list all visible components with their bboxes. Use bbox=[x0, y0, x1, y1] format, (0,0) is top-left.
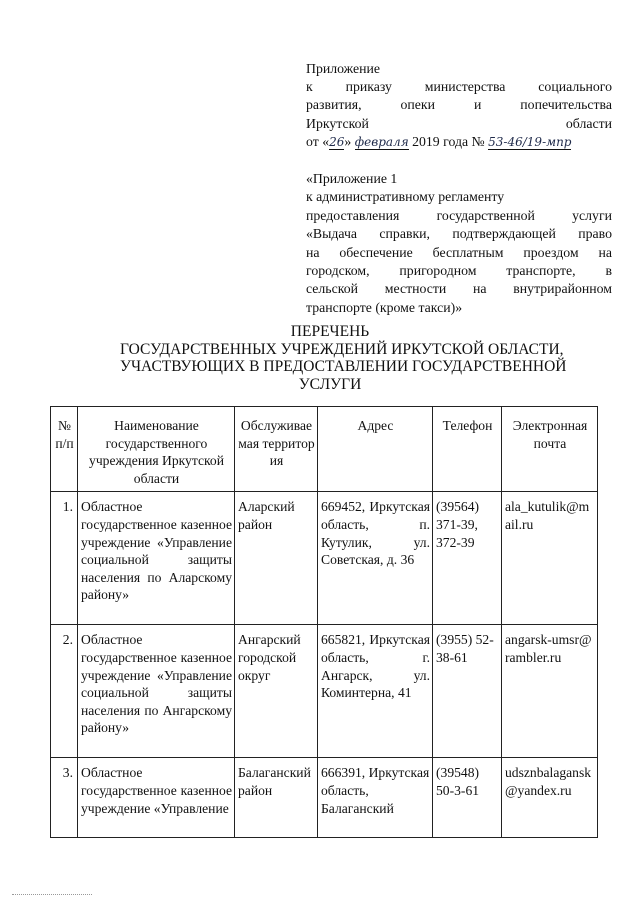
header-num: № п/п bbox=[51, 407, 78, 492]
institution-phone: (39548) 50-3-61 bbox=[433, 758, 502, 838]
table-row bbox=[51, 758, 598, 838]
header-email: Электронная почта bbox=[502, 407, 598, 492]
appendix-label: Приложение bbox=[306, 61, 381, 76]
date-month: февраля bbox=[354, 134, 409, 149]
date-day: 26 bbox=[329, 134, 345, 149]
order-ref-line-1: к приказу министерства социального bbox=[306, 79, 612, 95]
row-number: 1. bbox=[51, 492, 78, 625]
annex-line-7: сельской местности на внутрирайонном bbox=[306, 281, 612, 297]
region-word: Иркутской bbox=[306, 115, 369, 131]
title-line-1: ПЕРЕЧЕНЬ bbox=[290, 323, 370, 340]
institution-phone: (39564) 371-39, 372-39 bbox=[433, 492, 502, 625]
institution-name: Областное государственное казенное учреждение «Управление bbox=[78, 758, 235, 838]
title-line-3: УЧАСТВУЮЩИХ В ПРЕДОСТАВЛЕНИИ ГОСУДАРСТВЕННОЙ bbox=[120, 358, 567, 375]
served-territory: Балаганский район bbox=[235, 758, 318, 838]
table-header-row bbox=[51, 407, 598, 492]
institution-phone: (3955) 52-38-61 bbox=[433, 625, 502, 758]
annex-line-6: городском, пригородном транспорте, в bbox=[306, 263, 612, 279]
annex-line-5: на обеспечение бесплатным проездом на bbox=[306, 244, 612, 260]
served-territory: Аларский район bbox=[235, 492, 318, 625]
row-number: 2. bbox=[51, 625, 78, 758]
served-territory: Ангарский городской округ bbox=[235, 625, 318, 758]
annex-line-2: к административному регламенту bbox=[306, 189, 505, 205]
date-year: 2019 года № bbox=[408, 133, 489, 149]
header-phone: Телефон bbox=[433, 407, 502, 492]
institution-name: Областное государственное казенное учреждение «Управление социальной защиты населения по Ангарскому району» bbox=[78, 625, 235, 758]
order-ref-line-2: развития, опеки и попечительства bbox=[306, 97, 612, 113]
annex-line-8: транспорте (кроме такси)» bbox=[306, 299, 463, 315]
date-quote: » bbox=[344, 133, 355, 149]
annex-line-4: «Выдача справки, подтверждающей право bbox=[306, 226, 612, 242]
institution-name: Областное государственное казенное учреждение «Управление социальной защиты населения по Аларскому району» bbox=[78, 492, 235, 625]
header-territory: Обслуживаемая территория bbox=[235, 407, 318, 492]
header-name: Наименование государственного учреждения Иркутской области bbox=[78, 407, 235, 492]
date-prefix: от « bbox=[306, 133, 330, 149]
row-number: 3. bbox=[51, 758, 78, 838]
institution-address: 665821, Иркутская область, г. Ангарск, ул. Коминтерна, 41 bbox=[318, 625, 433, 758]
order-date-line bbox=[306, 133, 612, 151]
annex-line-3: предоставления государственной услуги bbox=[306, 207, 612, 223]
document-title bbox=[120, 323, 567, 393]
institution-address: 666391, Иркутская область, Балаганский bbox=[318, 758, 433, 838]
table-row bbox=[51, 625, 598, 758]
order-ref-line-3 bbox=[306, 115, 612, 133]
institution-address: 669452, Иркутская область, п. Кутулик, ул. Советская, д. 36 bbox=[318, 492, 433, 625]
region-suffix: области bbox=[565, 115, 612, 131]
title-line-4: УСЛУГИ bbox=[298, 375, 362, 393]
institution-email: udsznbalagansk@yandex.ru bbox=[502, 758, 598, 838]
order-number: 53-46/19-мпр bbox=[488, 134, 572, 149]
table-row bbox=[51, 492, 598, 625]
scan-edge-mark bbox=[12, 894, 92, 895]
institution-email: angarsk-umsr@rambler.ru bbox=[502, 625, 598, 758]
title-line-2: ГОСУДАРСТВЕННЫХ УЧРЕЖДЕНИЙ ИРКУТСКОЙ ОБЛАСТИ, bbox=[120, 340, 564, 358]
annex-line-1: «Приложение 1 bbox=[306, 171, 398, 186]
annex-reference bbox=[306, 170, 612, 317]
institution-email: ala_kutulik@mail.ru bbox=[502, 492, 598, 625]
header-address: Адрес bbox=[318, 407, 433, 492]
order-header bbox=[306, 60, 612, 151]
institutions-table bbox=[50, 406, 598, 838]
